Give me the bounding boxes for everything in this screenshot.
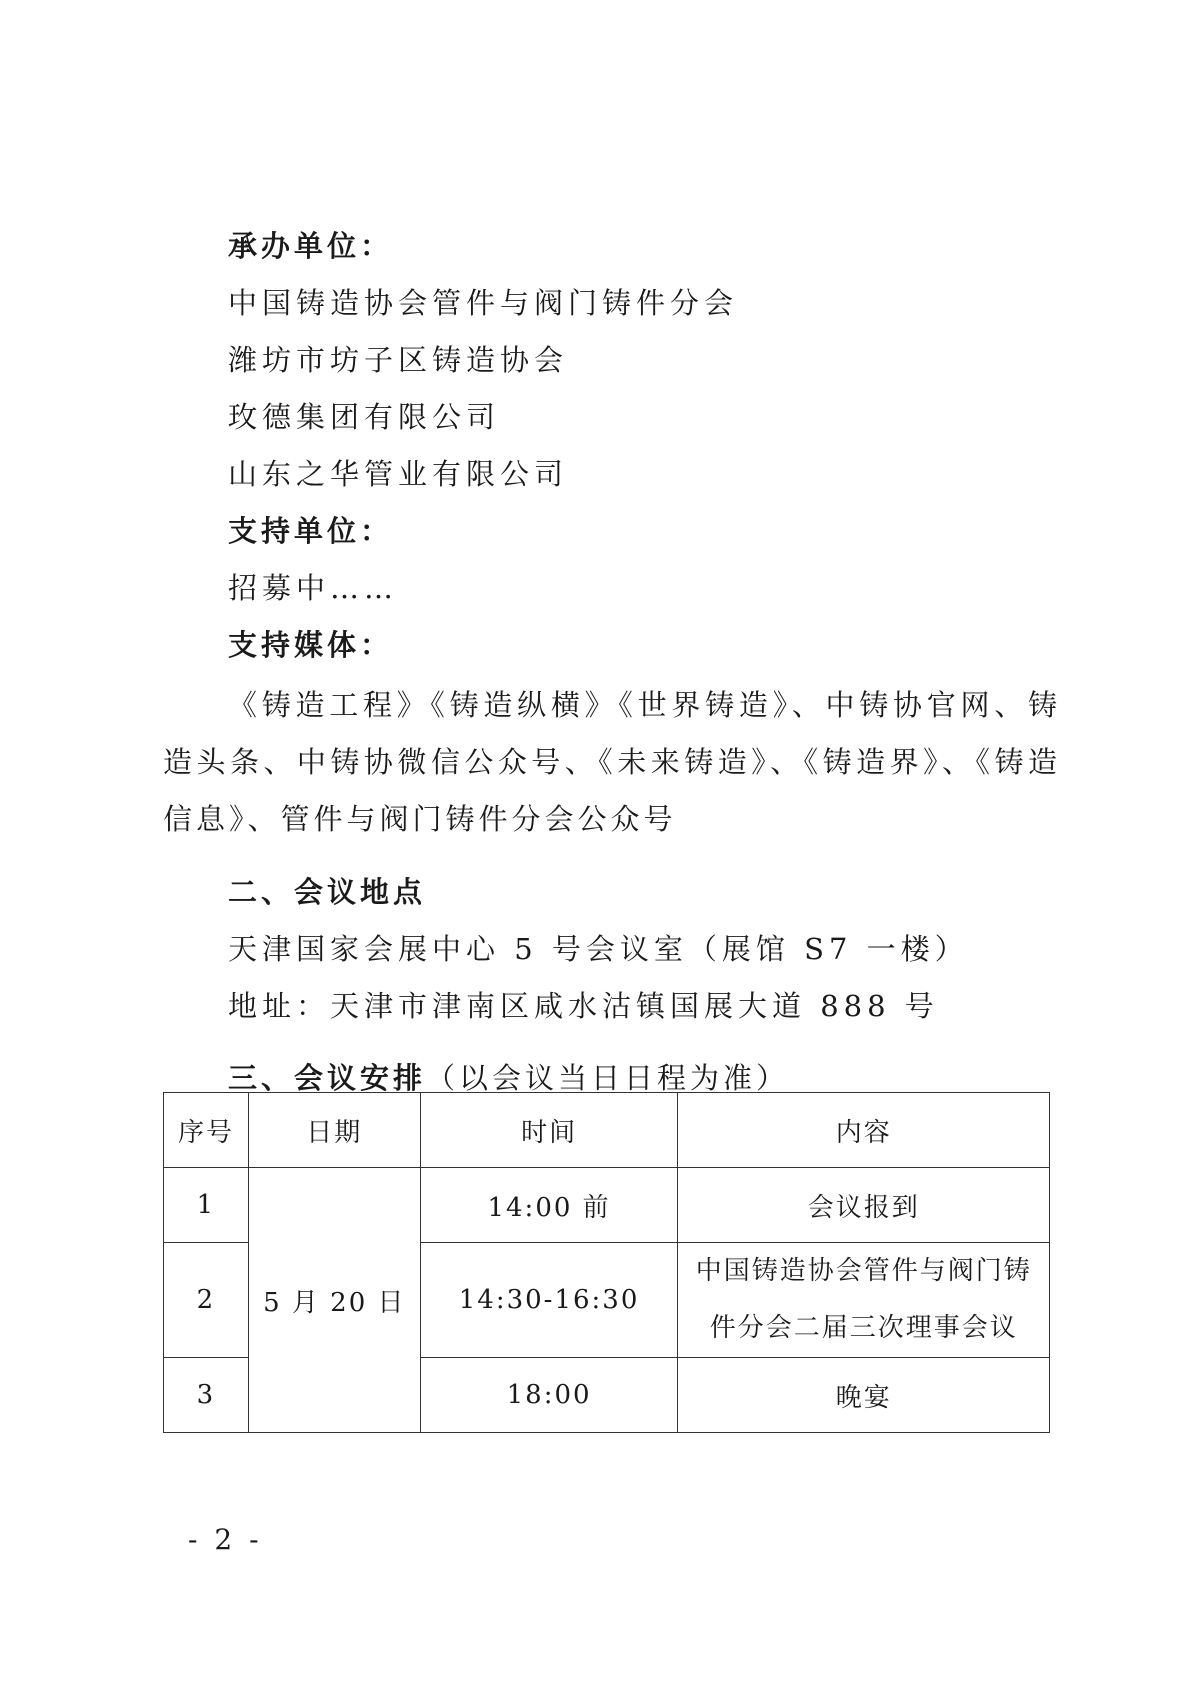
organizer-item: 山东之华管业有限公司 (228, 457, 569, 491)
row-time: 14:00 前 (420, 1168, 678, 1243)
media-paragraph: 《铸造工程》《铸造纵横》《世界铸造》、中铸协官网、铸造头条、中铸协微信公众号、《未来铸造》、《铸造界》、《铸造信息》、管件与阀门铸件分会公众号 (163, 688, 1061, 836)
page-number: - 2 - (188, 1523, 263, 1556)
supporter-text: 招募中…… (228, 571, 399, 605)
organizer-item: 中国铸造协会管件与阀门铸件分会 (228, 286, 739, 320)
header-no: 序号 (164, 1093, 249, 1168)
row-time: 18:00 (420, 1358, 678, 1433)
venue-name: 天津国家会展中心 5 号会议室（展馆 S7 一楼） (228, 932, 969, 966)
row-date: 5 月 20 日 (248, 1168, 420, 1433)
organizer-item: 玫德集团有限公司 (228, 400, 501, 434)
media-heading: 支持媒体： (228, 628, 394, 662)
organizer-heading: 承办单位： (228, 229, 394, 263)
header-date: 日期 (248, 1093, 420, 1168)
row-no: 3 (164, 1358, 249, 1433)
organizer-item: 潍坊市坊子区铸造协会 (228, 343, 569, 377)
schedule-note: （以会议当日日程为准） (426, 1061, 790, 1095)
table-row (164, 1168, 1050, 1243)
schedule-table (163, 1092, 1050, 1433)
row-time: 14:30-16:30 (420, 1243, 678, 1358)
supporter-heading: 支持单位： (228, 514, 394, 548)
header-content: 内容 (678, 1093, 1050, 1168)
row-content: 中国铸造协会管件与阀门铸件分会二届三次理事会议 (678, 1243, 1050, 1358)
venue-heading: 二、会议地点 (228, 875, 427, 909)
schedule-heading: 三、会议安排 (228, 1061, 427, 1095)
row-content: 晚宴 (678, 1358, 1050, 1433)
row-no: 2 (164, 1243, 249, 1358)
header-time: 时间 (420, 1093, 678, 1168)
venue-address: 地址：天津市津南区咸水沽镇国展大道 888 号 (228, 989, 939, 1023)
table-header-row (164, 1093, 1050, 1168)
row-no: 1 (164, 1168, 249, 1243)
row-content: 会议报到 (678, 1168, 1050, 1243)
